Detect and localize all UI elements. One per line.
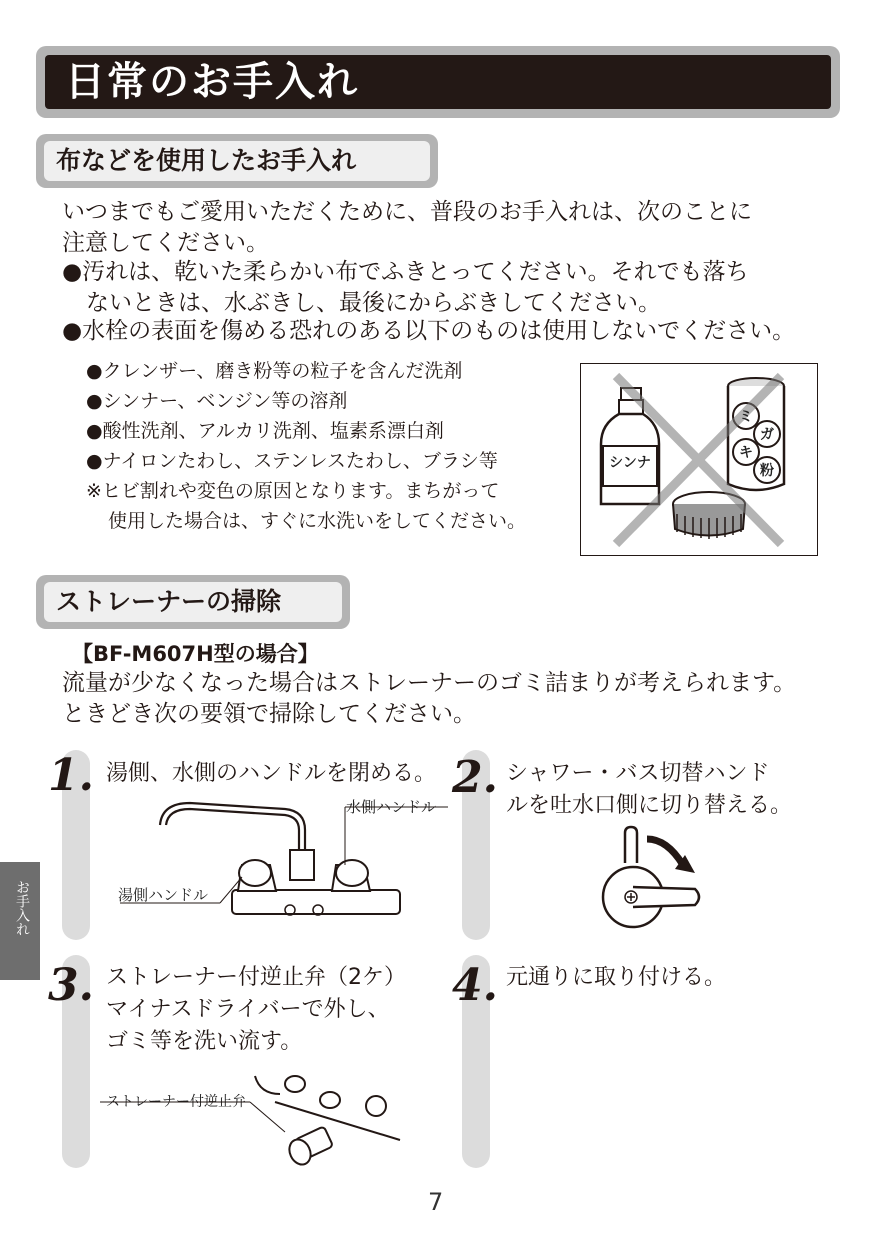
note-text: ※ヒビ割れや変色の原因となります。まちがって: [86, 480, 500, 502]
can-label: キ: [739, 445, 753, 461]
prohibited-items-illustration: [580, 363, 818, 556]
check-valve-label: ストレーナー付逆止弁: [106, 1094, 246, 1110]
faucet-illustration: [100, 795, 460, 930]
list-item: ●クレンザー、磨き粉等の粒子を含んだ洗剤: [86, 360, 463, 382]
step-text: 湯側、水側のハンドルを閉める。: [106, 761, 437, 786]
step-number: 2.: [452, 752, 498, 803]
page-number: 7: [428, 1188, 444, 1216]
page-title: 日常のお手入れ: [65, 59, 359, 105]
intro-text: いつまでもご愛用いただくために、普段のお手入れは、次のことに 注意してください。: [62, 199, 752, 256]
prohibited-items-list: [86, 356, 576, 536]
can-label: 粉: [760, 463, 774, 479]
cleanser-can-icon: [728, 378, 784, 490]
step-number: 4.: [452, 960, 498, 1011]
list-item: ●シンナー、ベンジン等の溶剤: [86, 390, 348, 412]
section-heading-cloth: [36, 134, 438, 188]
can-label: ガ: [760, 427, 774, 443]
section-title: ストレーナーの掃除: [56, 587, 282, 616]
section-heading-strainer: [36, 575, 350, 629]
list-item: ●酸性洗剤、アルカリ洗剤、塩素系漂白剤: [86, 420, 444, 442]
bullet-warning: ●水栓の表面を傷める恐れのある以下のものは使用しないでください。: [62, 318, 796, 344]
step-text: ストレーナー付逆止弁（2ケ） マイナスドライバーで外し、 ゴミ等を洗い流す。: [106, 965, 406, 1054]
diverter-handle-illustration: [595, 825, 715, 935]
side-tab-label: お手入れ: [14, 880, 30, 936]
strainer-desc: 流量が少なくなった場合はストレーナーのゴミ詰まりが考えられます。 ときどき次の要領で掃除してください。: [62, 670, 797, 727]
hot-handle-label: 湯側ハンドル: [118, 886, 209, 904]
model-label: 【BF-M607H型の場合】: [72, 642, 319, 666]
step-number: 1.: [48, 750, 94, 801]
bottle-label: シンナ: [609, 455, 651, 471]
step-number: 3.: [48, 960, 94, 1011]
list-item: ●ナイロンたわし、ステンレスたわし、ブラシ等: [86, 450, 498, 472]
strainer-illustration: [100, 1070, 410, 1170]
note-text: 使用した場合は、すぐに水洗いをしてください。: [108, 510, 527, 532]
cold-handle-label: 水側ハンドル: [346, 798, 437, 816]
can-label: ミ: [739, 409, 753, 425]
step-text: 元通りに取り付ける。: [506, 965, 727, 990]
bullet-wipe: ●汚れは、乾いた柔らかい布でふきとってください。それでも落ち ないときは、水ぶきし、最後にからぶきしてください。: [62, 259, 749, 316]
side-tab: [0, 862, 40, 980]
step-text: シャワー・バス切替ハンド ルを吐水口側に切り替える。: [506, 761, 793, 818]
page-header: [36, 46, 840, 118]
section-title: 布などを使用したお手入れ: [56, 146, 357, 175]
